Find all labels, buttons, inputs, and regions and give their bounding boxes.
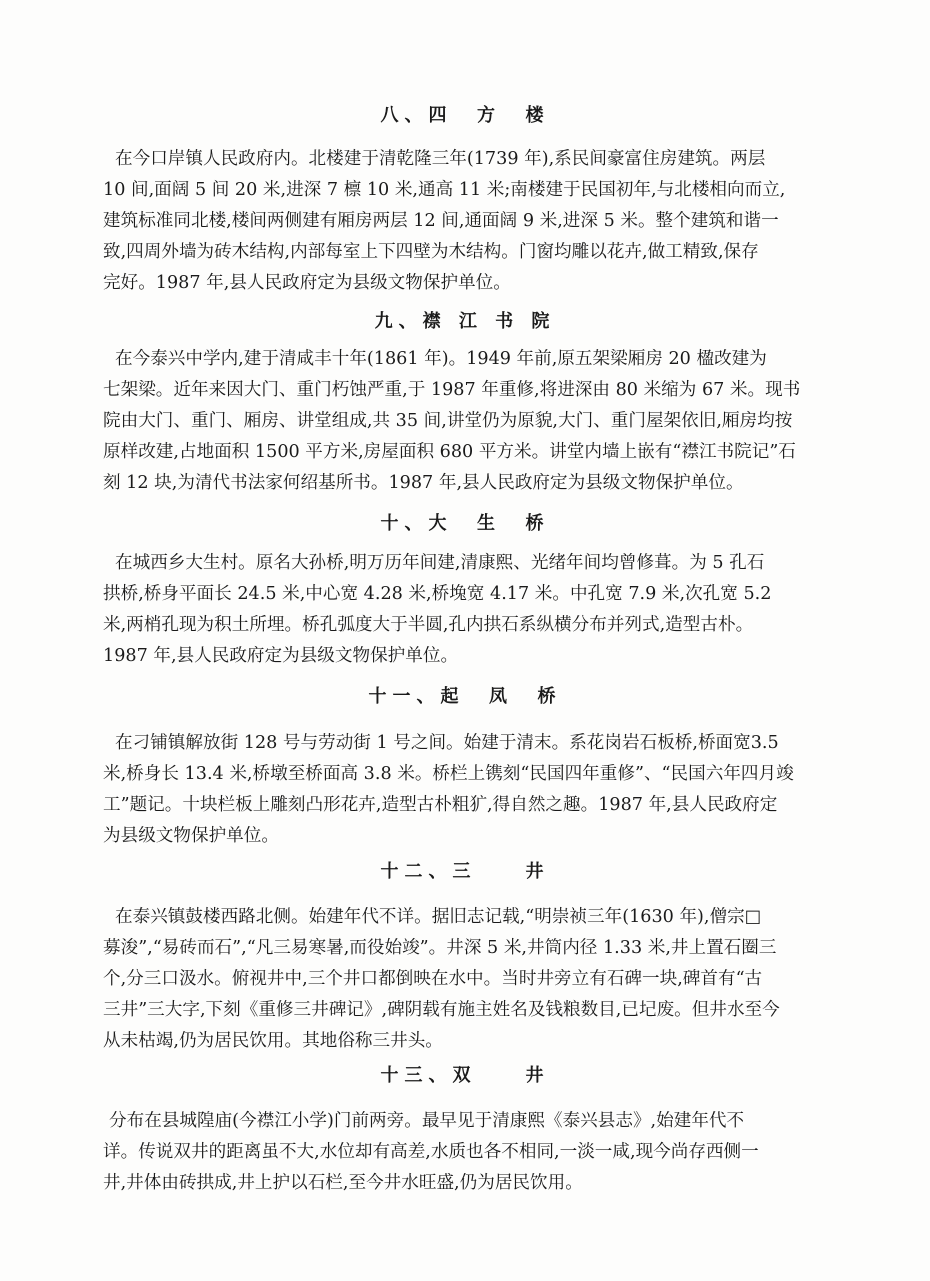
body-line: 致,四周外墙为砖木结构,内部每室上下四壁为木结构。门窗均雕以花卉,做工精致,保存 (103, 242, 759, 262)
section-body-10 (103, 548, 823, 672)
section-body-11 (103, 728, 823, 852)
body-line: 在城西乡大生村。原名大孙桥,明万历年间建,清康熙、光绪年间均曾修葺。为 5 孔石 (115, 553, 765, 573)
body-line: 个,分三口汲水。俯视井中,三个井口都倒映在水中。当时井旁立有石碑一块,碑首有“古 (103, 969, 763, 989)
section-body-9 (103, 344, 823, 499)
body-line: 分布在县城隍庙(今襟江小学)门前两旁。最早见于清康熙《泰兴县志》,始建年代不 (109, 1111, 745, 1131)
section-heading-10: 十、大 生 桥 (380, 513, 550, 534)
body-line: 为县级文物保护单位。 (103, 826, 279, 846)
body-line: 米,桥身长 13.4 米,桥墩至桥面高 3.8 米。桥栏上镌刻“民国四年重修”、“民国六年四月竣 (103, 764, 794, 784)
section-heading-9: 九、襟 江 书 院 (374, 311, 556, 332)
body-line: 院由大门、重门、厢房、讲堂组成,共 35 间,讲堂仍为原貌,大门、重门屋架依旧,厢房均按 (103, 411, 793, 431)
section-body-12 (103, 902, 823, 1057)
body-line: 完好。1987 年,县人民政府定为县级文物保护单位。 (103, 273, 511, 293)
section-body-13 (103, 1106, 823, 1199)
body-line: 在泰兴镇鼓楼西路北侧。始建年代不详。据旧志记载,“明崇祯三年(1630 年),僧宗□ (115, 907, 762, 927)
body-line: 七架梁。近年来因大门、重门朽蚀严重,于 1987 年重修,将进深由 80 米缩为 67 米。现书 (103, 380, 801, 400)
body-line: 井,井体由砖拱成,井上护以石栏,至今井水旺盛,仍为居民饮用。 (103, 1173, 583, 1193)
body-line: 10 间,面阔 5 间 20 米,进深 7 檩 10 米,通高 11 米;南楼建于民国初年,与北楼相向而立, (103, 180, 786, 200)
body-line: 在刁铺镇解放街 128 号与劳动街 1 号之间。始建于清末。系花岗岩石板桥,桥面宽3.5 (115, 733, 779, 753)
section-body-8 (103, 144, 823, 299)
body-line: 工”题记。十块栏板上雕刻凸形花卉,造型古朴粗犷,得自然之趣。1987 年,县人民政府定 (103, 795, 778, 815)
body-line: 刻 12 块,为清代书法家何绍基所书。1987 年,县人民政府定为县级文物保护单位。 (103, 473, 744, 493)
section-heading-8: 八、四 方 楼 (380, 105, 550, 126)
body-line: 在今泰兴中学内,建于清咸丰十年(1861 年)。1949 年前,原五架梁厢房 20 楹改建为 (115, 349, 767, 369)
body-line: 拱桥,桥身平面长 24.5 米,中心宽 4.28 米,桥堍宽 4.17 米。中孔宽 7.9 米,次孔宽 5.2 (103, 584, 772, 604)
body-line: 原样改建,占地面积 1500 平方米,房屋面积 680 平方米。讲堂内墙上嵌有“襟江书院记”石 (103, 442, 796, 462)
body-line: 建筑标准同北楼,楼间两侧建有厢房两层 12 间,通面阔 9 米,进深 5 米。整个建筑和谐一 (103, 211, 779, 231)
body-line: 募浚”,“易砖而石”,“凡三易寒暑,而役始竣”。井深 5 米,井筒内径 1.33 米,井上置石圈三 (103, 938, 777, 958)
section-heading-11: 十一、起 凤 桥 (368, 686, 562, 707)
body-line: 1987 年,县人民政府定为县级文物保护单位。 (103, 646, 459, 666)
section-heading-12: 十二、三 井 (380, 861, 550, 882)
body-line: 详。传说双井的距离虽不大,水位却有高差,水质也各不相同,一淡一咸,现今尚存西侧一 (103, 1142, 759, 1162)
body-line: 在今口岸镇人民政府内。北楼建于清乾隆三年(1739 年),系民间豪富住房建筑。两层 (115, 149, 766, 169)
body-line: 三井”三大字,下刻《重修三井碑记》,碑阴载有施主姓名及钱粮数目,已圮废。但井水至今 (103, 1000, 780, 1020)
body-line: 从未枯竭,仍为居民饮用。其地俗称三井头。 (103, 1031, 443, 1051)
body-line: 米,两梢孔现为积土所埋。桥孔弧度大于半圆,孔内拱石系纵横分布并列式,造型古朴。 (103, 615, 754, 635)
section-heading-13: 十三、双 井 (380, 1065, 550, 1086)
